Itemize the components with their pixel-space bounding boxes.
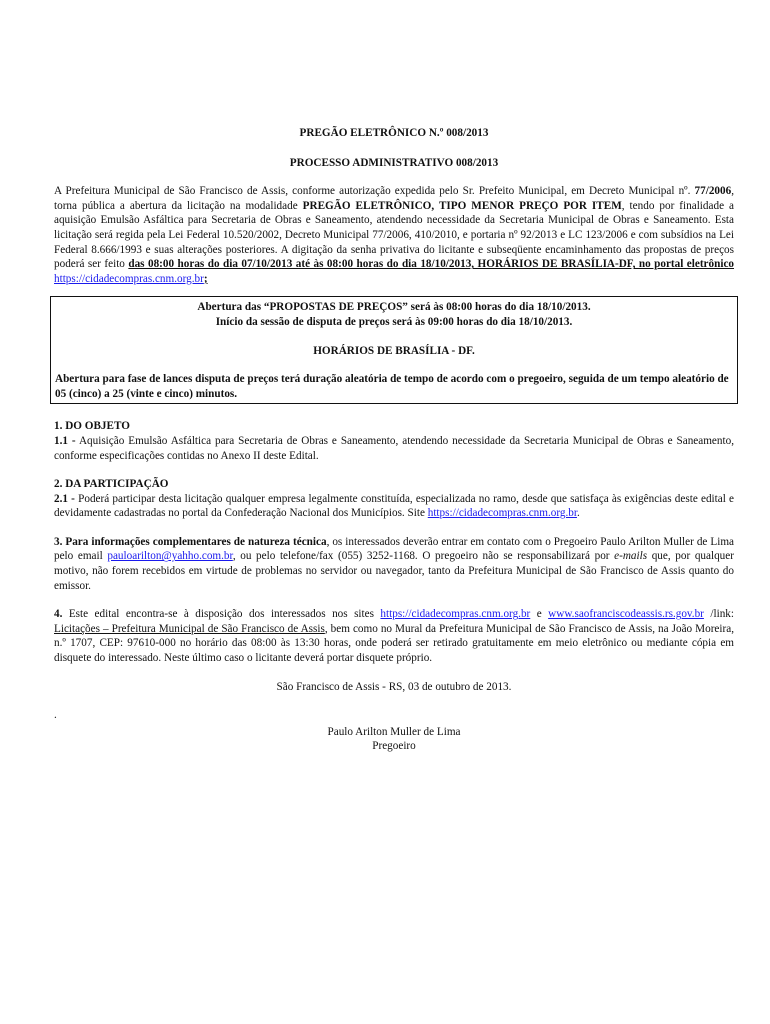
box-line-1: Abertura das “PROPOSTAS DE PREÇOS” será às 08:00 horas do dia 18/10/2013.: [197, 301, 591, 314]
section-1-text: [54, 434, 734, 463]
intro-end: ;: [203, 272, 208, 285]
intro-paragraph: [54, 184, 734, 286]
section-4-text: [54, 607, 734, 665]
section-3-heading: 3. Para informações complementares de natureza técnica: [54, 535, 327, 548]
doc-title: PREGÃO ELETRÔNICO N.º 008/2013: [299, 127, 489, 139]
section-1-num: 1.1 -: [54, 434, 76, 447]
intro-text-1: A Prefeitura Municipal de São Francisco de Assis, conforme autorização expedida pelo Sr. Prefeito Municipal, em Decreto Municipal nº.: [54, 185, 695, 198]
section-4-body-2: e: [530, 608, 549, 621]
section-4-body-1: Este edital encontra-se à disposição dos interessados nos sites: [62, 608, 381, 621]
box-line-3: HORÁRIOS DE BRASÍLIA - DF.: [313, 344, 475, 357]
section-2-num: 2.1 -: [54, 492, 75, 505]
contact-email-link[interactable]: pauloarilton@yahho.com.br: [107, 550, 233, 563]
section-3-body-2: , ou pelo telefone/fax (055) 3252-1168. O pregoeiro não se responsabilizará por: [232, 550, 615, 563]
intro-schedule: das 08:00 horas do dia 07/10/2013 até às 08:00 horas do dia 18/10/2013, HORÁRIOS DE BRASÍLIA-DF, no portal eletrônico: [128, 258, 735, 271]
intro-text-3: , tendo por finalidade a aquisição Emulsão Asfáltica para Secretaria de Obras e Saneamento, atendendo necessidade da Secretaria Municipal de Obras e Saneamento. Esta licitação será regida pela Lei Federal 10.520/2002, Decreto Municipal 77/2006, 410/2010, e portaria nº 92/2013 e LC 123/2006 e com subsídios na Lei Federal 8.666/1993 e suas alterações posteriores. A digitação da senha privativa do licitante e subseqüente encaminhamento das propostas de preços poderá ser feito: [54, 199, 734, 271]
box-line-2: Início da sessão de disputa de preços será às 09:00 horas do dia 18/10/2013.: [215, 315, 573, 328]
section-4-body-4: , bem como no Mural da Prefeitura Municipal de São Francisco de Assis, na João Moreira, n.º 1707, CEP: 97610-000 no horário das 08:00 às 13:30 horas, onde poderá ser retirado gratuitamente em meio eletrônico ou mediante cópia em disquete do interessado. Neste último caso o licitante deverá portar disquete próprio.: [54, 622, 734, 665]
signer-name: Paulo Arilton Muller de Lima: [327, 725, 461, 738]
section-4-body-3: /link:: [703, 608, 734, 621]
schedule-box: [50, 296, 738, 404]
stray-dot: .: [54, 709, 57, 722]
section-4-link-label: Licitações – Prefeitura Municipal de São Francisco de Assis: [54, 622, 325, 635]
signer-role: Pregoeiro: [372, 740, 416, 753]
place-date: São Francisco de Assis - RS, 03 de outubro de 2013.: [276, 680, 512, 693]
section-1-heading: 1. DO OBJETO: [54, 420, 130, 433]
section-4-num: 4.: [54, 608, 63, 621]
section-2-text: [54, 492, 734, 521]
document-page: [54, 126, 734, 754]
section-3-body-1: , os interessados deverão entrar em contato com o Pregoeiro Paulo Arilton Muller de Lima pelo email: [54, 535, 734, 563]
doc-subtitle: PROCESSO ADMINISTRATIVO 008/2013: [289, 156, 499, 169]
intro-decree: 77/2006: [694, 185, 732, 198]
section-4-portal-link[interactable]: https://cidadecompras.cnm.org.br: [380, 608, 531, 621]
intro-portal-link[interactable]: https://cidadecompras.cnm.org.br: [54, 272, 204, 285]
section-2-portal-link[interactable]: https://cidadecompras.cnm.org.br: [427, 507, 577, 520]
box-line-4: Abertura para fase de lances disputa de preços terá duração aleatória de tempo de acordo com o pregoeiro, seguida de um tempo aleatório de 05 (cinco) a 25 (vinte e cinco) minutos.: [55, 373, 729, 400]
section-2-body: Poderá participar desta licitação qualquer empresa legalmente constituída, especializada no ramo, desde que satisfaça às exigências deste edital e devidamente cadastradas no portal da Confederação Nacional dos Municípios. Site: [54, 492, 734, 520]
section-3-body-3: que, por qualquer motivo, não forem recebidos em virtude de problemas no servidor ou navegador, tanto da Prefeitura Municipal de São Francisco de Assis quanto do emissor.: [54, 550, 734, 592]
section-4-city-link[interactable]: www.saofranciscodeassis.rs.gov.br: [548, 608, 704, 621]
section-2-end: .: [576, 507, 580, 520]
section-1-body: Aquisição Emulsão Asfáltica para Secretaria de Obras e Saneamento, atendendo necessidade da Secretaria Municipal de Obras e Saneamento, conforme especificações contidas no Anexo II deste Edital.: [54, 434, 734, 462]
intro-text-2: , torna pública a abertura da licitação na modalidade: [54, 185, 734, 212]
section-2-heading: 2. DA PARTICIPAÇÃO: [54, 478, 169, 491]
section-3-emails: e-mails: [614, 550, 648, 563]
section-3-text: [54, 535, 734, 593]
intro-modality: PREGÃO ELETRÔNICO, TIPO MENOR PREÇO POR ITEM: [302, 199, 622, 212]
